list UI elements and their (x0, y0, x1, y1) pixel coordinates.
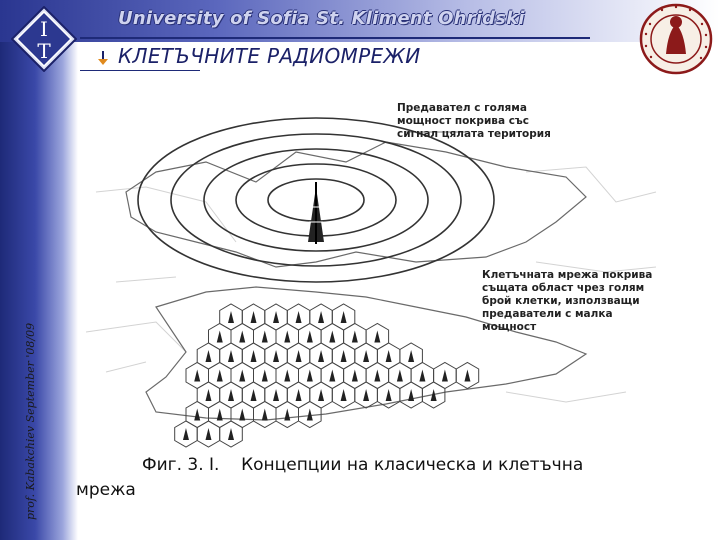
label-cellular-4: предаватели с малка (482, 308, 613, 320)
cell-tower-icon (228, 389, 234, 401)
cell-tower-icon (363, 389, 369, 401)
cell-tower-icon (352, 331, 358, 343)
cell-tower-icon (296, 311, 302, 323)
cell-tower-icon (228, 350, 234, 362)
cell-tower-icon (284, 331, 290, 343)
cell-tower-icon (318, 350, 324, 362)
arrow-bullet-icon (96, 50, 110, 66)
cell-tower-icon (217, 409, 223, 421)
label-high-power-1: Предавател с голяма (397, 102, 527, 114)
label-high-power-2: мощност покрива със (397, 115, 530, 127)
cell-tower-icon (273, 350, 279, 362)
network-concept-figure (86, 92, 671, 452)
cell-tower-icon (341, 389, 347, 401)
cell-tower-icon (228, 311, 234, 323)
cell-tower-icon (217, 331, 223, 343)
cell-tower-icon (205, 350, 211, 362)
sidebar-band (0, 0, 78, 540)
cell-tower-icon (341, 350, 347, 362)
cell-tower-icon (386, 350, 392, 362)
figure-caption-line-2: мрежа (76, 480, 136, 500)
cell-tower-icon (239, 370, 245, 382)
cell-tower-icon (194, 409, 200, 421)
cell-tower-icon (374, 370, 380, 382)
cell-tower-icon (318, 389, 324, 401)
label-cellular-5: мощност (482, 321, 537, 333)
cell-tower-icon (386, 389, 392, 401)
cell-tower-icon (419, 370, 425, 382)
label-cellular-2: същата област чрез голям (482, 282, 645, 294)
university-title: University of Sofia St. Kliment Ohridski (118, 8, 525, 29)
figure-caption-line-1: Фиг. 3. I. Концепции на класическа и клетъчна (142, 455, 584, 475)
cell-tower-icon (194, 370, 200, 382)
label-cellular-1: Клетъчната мрежа покрива (482, 269, 653, 281)
cellular-hex-grid (175, 304, 479, 447)
cell-tower-icon (318, 311, 324, 323)
cell-tower-icon (262, 409, 268, 421)
cell-tower-icon (374, 331, 380, 343)
cell-tower-icon (363, 350, 369, 362)
title-underline (80, 70, 200, 71)
author-date-label: prof. Kabakchiev September '08/09 (24, 322, 37, 520)
cell-tower-icon (329, 370, 335, 382)
cell-tower-icon (262, 331, 268, 343)
university-seal-icon (638, 2, 714, 76)
slide-title: КЛЕТЪЧНИТЕ РАДИОМРЕЖИ (118, 44, 421, 68)
cell-tower-icon (217, 370, 223, 382)
cell-tower-icon (296, 389, 302, 401)
cell-tower-icon (284, 370, 290, 382)
high-power-tower-icon (308, 182, 324, 244)
cell-tower-icon (329, 331, 335, 343)
cell-tower-icon (397, 370, 403, 382)
label-high-power-3: сигнал цялата територия (397, 128, 551, 140)
cell-tower-icon (341, 311, 347, 323)
cell-tower-icon (183, 428, 189, 440)
logo-letter-i: I (40, 17, 48, 41)
cell-tower-icon (205, 389, 211, 401)
cell-tower-icon (273, 311, 279, 323)
cell-tower-icon (307, 370, 313, 382)
cell-tower-icon (262, 370, 268, 382)
cell-tower-icon (251, 350, 257, 362)
cell-tower-icon (307, 331, 313, 343)
cell-tower-icon (464, 370, 470, 382)
cell-tower-icon (205, 428, 211, 440)
cell-tower-icon (352, 370, 358, 382)
logo-letter-t: T (37, 39, 51, 63)
cell-tower-icon (307, 409, 313, 421)
cell-tower-icon (251, 311, 257, 323)
cell-tower-icon (284, 409, 290, 421)
cell-tower-icon (228, 428, 234, 440)
cell-tower-icon (251, 389, 257, 401)
title-divider (80, 37, 590, 39)
cell-tower-icon (408, 350, 414, 362)
it-logo (11, 6, 77, 72)
label-cellular-3: брой клетки, използващи (482, 295, 640, 307)
cell-tower-icon (296, 350, 302, 362)
cell-tower-icon (273, 389, 279, 401)
cell-tower-icon (239, 409, 245, 421)
cell-tower-icon (239, 331, 245, 343)
cell-tower-icon (408, 389, 414, 401)
cell-tower-icon (442, 370, 448, 382)
